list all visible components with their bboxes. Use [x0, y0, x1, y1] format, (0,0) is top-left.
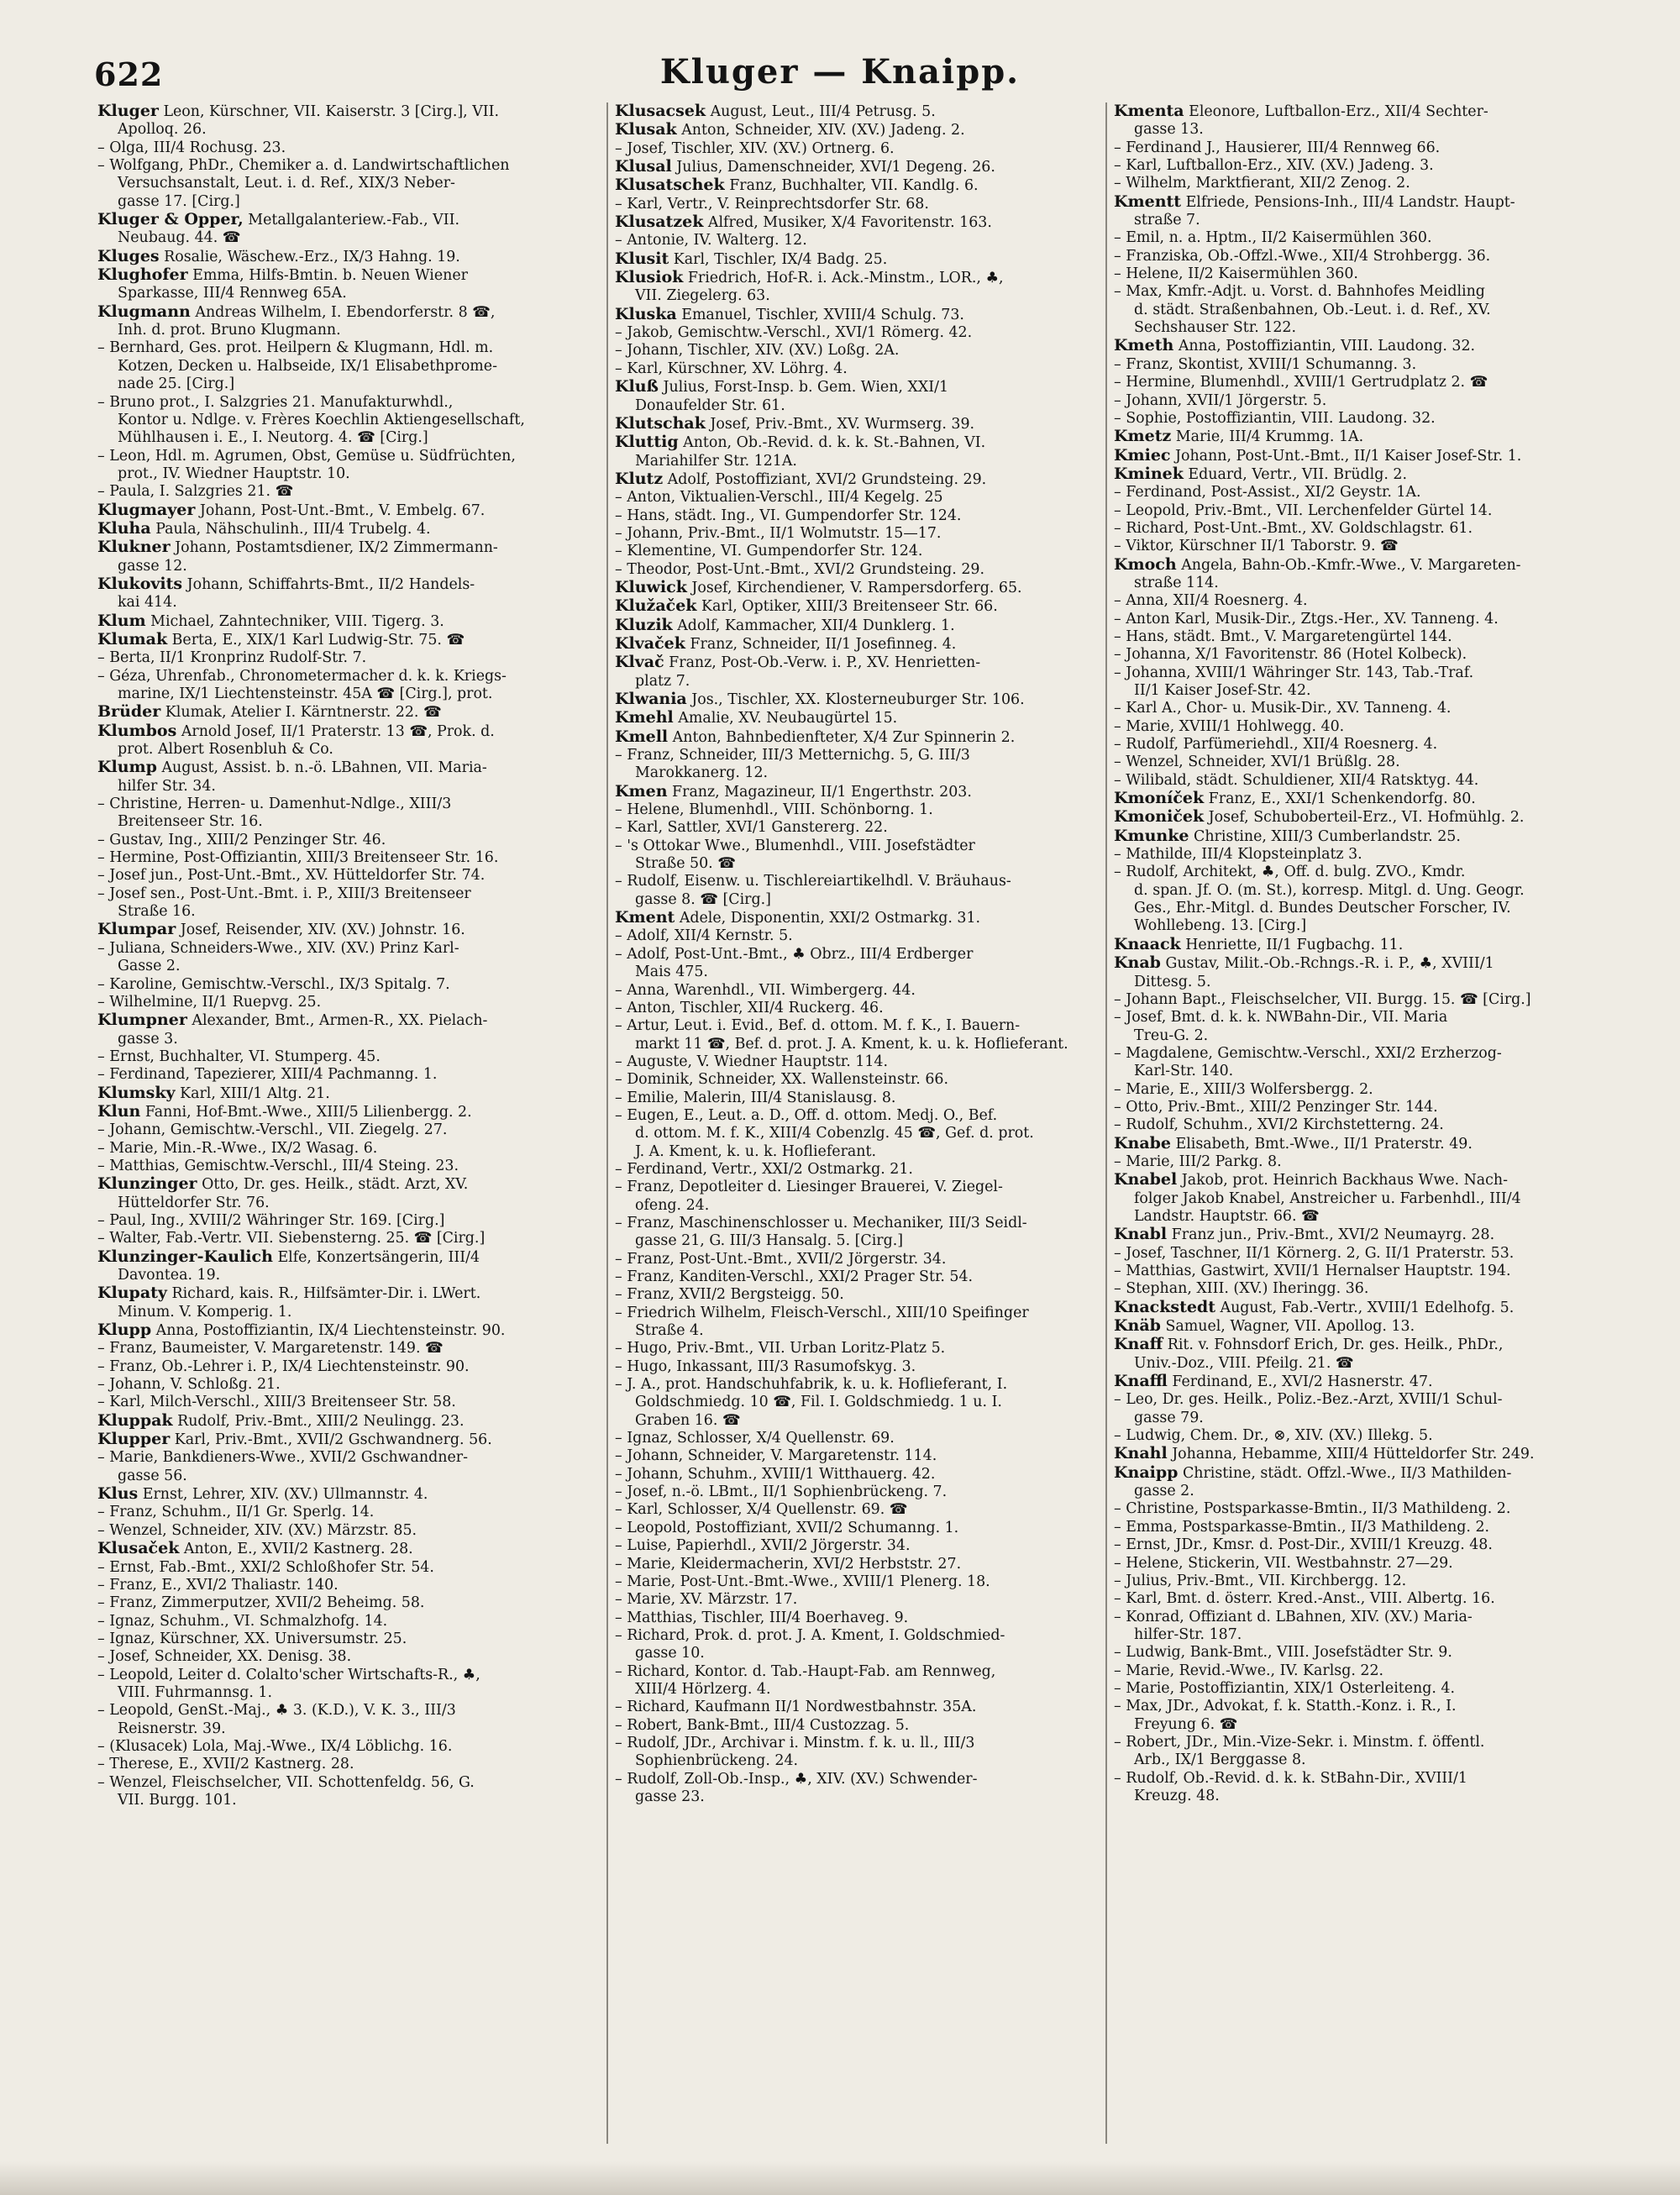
- directory-entry-line: Kmoniček Josef, Schuboberteil-Erz., VI. Hofmühlg. 2.: [1114, 808, 1525, 827]
- directory-entry-line: Knaffl Ferdinand, E., XVI/2 Hasnerstr. 47.: [1114, 1373, 1433, 1391]
- directory-entry-line: – Leo, Dr. ges. Heilk., Poliz.-Bez.-Arzt, XVIII/1 Schul-: [1114, 1391, 1503, 1409]
- directory-entry-line: Klužaček Karl, Optiker, XIII/3 Breitenseer Str. 66.: [615, 597, 998, 616]
- directory-entry-line: – Josef sen., Post-Unt.-Bmt. i. P., XIII/3 Breitenseer: [97, 885, 471, 902]
- directory-entry-line: Klumak Berta, E., XIX/1 Karl Ludwig-Str. 75. ☎: [97, 630, 465, 649]
- directory-entry-line: – Mathilde, III/4 Klopsteinplatz 3.: [1114, 846, 1362, 864]
- directory-entry-line: – Rudolf, Eisenw. u. Tischlereiartikelhdl. V. Bräuhaus-: [615, 873, 1011, 890]
- directory-entry-line: Klukovits Johann, Schiffahrts-Bmt., II/2 Handels-: [97, 575, 475, 593]
- directory-entry-line: – Johann, Schuhm., XVIII/1 Witthauerg. 42.: [615, 1465, 936, 1483]
- directory-entry-line: kai 414.: [118, 594, 177, 612]
- directory-entry-line: – Géza, Uhrenfab., Chronometermacher d. k. k. Kriegs-: [97, 667, 507, 685]
- directory-entry-line: – Karl, Sattler, XVI/1 Ganstererg. 22.: [615, 819, 888, 837]
- directory-entry-line: – Jakob, Gemischtw.-Verschl., XVI/1 Römerg. 42.: [615, 324, 973, 342]
- directory-entry-line: – Emilie, Malerin, III/4 Stanislausg. 8.: [615, 1089, 896, 1106]
- directory-entry-line: – Konrad, Offiziant d. LBahnen, XIV. (XV.) Maria-: [1114, 1608, 1473, 1625]
- directory-entry-line: Kmehl Amalie, XV. Neubaugürtel 15.: [615, 709, 898, 727]
- directory-entry-line: – Johann Bapt., Fleischselcher, VII. Burgg. 15. ☎ [Cirg.]: [1114, 990, 1531, 1008]
- directory-entry-line: VII. Burgg. 101.: [118, 1791, 237, 1809]
- directory-entry-line: – 's Ottokar Wwe., Blumenhdl., VIII. Josefstädter: [615, 837, 975, 854]
- directory-entry-line: Klumbos Arnold Josef, II/1 Praterstr. 13 ☎, Prok. d.: [97, 722, 495, 740]
- directory-entry-line: – Marie, Postoffiziantin, XIX/1 Osterleiteng. 4.: [1114, 1679, 1456, 1697]
- directory-entry-line: – Ignaz, Schlosser, X/4 Quellenstr. 69.: [615, 1430, 895, 1447]
- directory-entry-line: Graben 16. ☎: [635, 1411, 741, 1429]
- directory-entry-line: Freyung 6. ☎: [1134, 1715, 1238, 1733]
- directory-entry-line: folger Jakob Knabel, Anstreicher u. Farbenhdl., III/4: [1134, 1189, 1521, 1207]
- directory-entry-line: – Franz, E., XVI/2 Thaliastr. 140.: [97, 1576, 339, 1594]
- directory-entry-line: Klunzinger Otto, Dr. ges. Heilk., städt. Arzt, XV.: [97, 1175, 469, 1194]
- directory-entry-line: – Emma, Postsparkasse-Bmtin., II/3 Mathildeng. 2.: [1114, 1518, 1490, 1536]
- directory-entry-line: Brüder Klumak, Atelier I. Kärntnerstr. 22. ☎: [97, 703, 442, 722]
- directory-entry-line: – Matthias, Tischler, III/4 Boerhaveg. 9.: [615, 1609, 909, 1626]
- directory-entry-line: Goldschmiedg. 10 ☎, Fil. I. Goldschmiedg. 1 u. I.: [635, 1394, 1002, 1411]
- directory-entry-line: – Robert, JDr., Min.-Vize-Sekr. i. Minstm. f. öffentl.: [1114, 1733, 1485, 1751]
- directory-entry-line: prot., IV. Wiedner Hauptstr. 10.: [118, 465, 350, 482]
- directory-entry-line: – Therese, E., XVII/2 Kastnerg. 28.: [97, 1756, 354, 1773]
- directory-entry-line: – Johann, Tischler, XIV. (XV.) Loßg. 2A.: [615, 342, 900, 360]
- directory-entry-line: – Johann, XVII/1 Jörgerstr. 5.: [1114, 391, 1327, 409]
- directory-entry-line: – Karl, Luftballon-Erz., XIV. (XV.) Jadeng. 3.: [1114, 157, 1434, 175]
- directory-entry-line: Knab Gustav, Milit.-Ob.-Rchngs.-R. i. P., ♣, XVIII/1: [1114, 954, 1494, 973]
- directory-entry-line: Kmenta Eleonore, Luftballon-Erz., XII/4 Sechter-: [1114, 102, 1488, 120]
- directory-entry-line: – Auguste, V. Wiedner Hauptstr. 114.: [615, 1053, 888, 1070]
- directory-entry-line: Kmeth Anna, Postoffiziantin, VIII. Laudong. 32.: [1114, 337, 1476, 355]
- directory-entry-line: – Hans, städt. Ing., VI. Gumpendorfer Str. 124.: [615, 507, 962, 524]
- directory-entry-line: – Leopold, Postoffiziant, XVII/2 Schumanng. 1.: [615, 1519, 959, 1536]
- directory-entry-line: – Marie, III/2 Parkg. 8.: [1114, 1153, 1282, 1170]
- directory-entry-line: – Helene, II/2 Kaisermühlen 360.: [1114, 265, 1358, 283]
- directory-entry-line: Knaack Henriette, II/1 Fugbachg. 11.: [1114, 935, 1404, 953]
- directory-entry-line: – Hugo, Inkassant, III/3 Rasumofskyg. 3.: [615, 1357, 916, 1375]
- directory-entry-line: – Stephan, XIII. (XV.) Iheringg. 36.: [1114, 1280, 1369, 1298]
- directory-entry-line: – Helene, Stickerin, VII. Westbahnstr. 27—29.: [1114, 1554, 1453, 1572]
- directory-entry-line: – Wilhelm, Marktfierant, XII/2 Zenog. 2.: [1114, 175, 1410, 192]
- directory-entry-line: – Josef, Taschner, II/1 Körnerg. 2, G. II/1 Praterstr. 53.: [1114, 1244, 1515, 1262]
- directory-entry-line: – Emil, n. a. Hptm., II/2 Kaisermühlen 360.: [1114, 229, 1432, 247]
- directory-entry-line: – Ernst, Fab.-Bmt., XXI/2 Schloßhofer Str. 54.: [97, 1558, 434, 1576]
- directory-entry-line: – Wenzel, Fleischselcher, VII. Schottenfeldg. 56, G.: [97, 1773, 475, 1791]
- directory-entry-line: – Franz, Zimmerputzer, XVII/2 Beheimg. 58.: [97, 1594, 425, 1612]
- directory-entry-line: Kluzik Adolf, Kammacher, XII/4 Dunklerg. 1.: [615, 616, 955, 634]
- directory-entry-line: Kmentt Elfriede, Pensions-Inh., III/4 Landstr. Haupt-: [1114, 192, 1515, 211]
- directory-entry-line: – Luise, Papierhdl., XVII/2 Jörgerstr. 34.: [615, 1537, 911, 1555]
- directory-entry-line: J. A. Kment, k. u. k. Hoflieferant.: [635, 1142, 876, 1160]
- directory-entry-line: – Magdalene, Gemischtw.-Verschl., XXI/2 Erzherzog-: [1114, 1044, 1502, 1062]
- directory-entry-line: Gasse 2.: [118, 958, 181, 975]
- page-number: 622: [94, 55, 164, 93]
- directory-entry-line: Klugmann Andreas Wilhelm, I. Ebendorferstr. 8 ☎,: [97, 302, 496, 321]
- directory-entry-line: – Rudolf, Parfümeriehdl., XII/4 Roesnerg. 4.: [1114, 736, 1438, 754]
- directory-entry-line: Knabl Franz jun., Priv.-Bmt., XVI/2 Neumayrg. 28.: [1114, 1226, 1495, 1244]
- directory-entry-line: – Ludwig, Bank-Bmt., VIII. Josefstädter Str. 9.: [1114, 1644, 1452, 1662]
- directory-entry-line: – Julius, Priv.-Bmt., VII. Kirchbergg. 12.: [1114, 1572, 1407, 1589]
- directory-entry-line: Klutz Adolf, Postoffiziant, XVI/2 Grundsteing. 29.: [615, 470, 987, 488]
- directory-entry-line: – Marie, Post-Unt.-Bmt.-Wwe., XVIII/1 Plenerg. 18.: [615, 1573, 990, 1590]
- directory-entry-line: – Franz, Maschinenschlosser u. Mechaniker, III/3 Seidl-: [615, 1214, 1027, 1231]
- directory-entry-line: – Klementine, VI. Gumpendorfer Str. 124.: [615, 543, 923, 560]
- directory-entry-line: Kluppak Rudolf, Priv.-Bmt., XIII/2 Neulingg. 23.: [97, 1411, 465, 1430]
- directory-entry-line: – Viktor, Kürschner II/1 Taborstr. 9. ☎: [1114, 538, 1399, 555]
- directory-entry-line: – Ludwig, Chem. Dr., ⊗, XIV. (XV.) Illekg. 5.: [1114, 1427, 1433, 1445]
- directory-entry-line: Klvač Franz, Post-Ob.-Verw. i. P., XV. Henrietten-: [615, 654, 981, 672]
- directory-entry-line: Minum. V. Komperig. 1.: [118, 1303, 292, 1321]
- directory-entry-line: – Marie, E., XIII/3 Wolfersbergg. 2.: [1114, 1080, 1373, 1098]
- directory-entry-line: – Christine, Herren- u. Damenhut-Ndlge., XIII/3: [97, 796, 452, 813]
- directory-entry-line: – Wilhelmine, II/1 Ruepvg. 25.: [97, 993, 322, 1011]
- directory-entry-line: Mariahilfer Str. 121A.: [635, 452, 797, 470]
- directory-entry-line: gasse 10.: [635, 1645, 705, 1662]
- directory-entry-line: gasse 8. ☎ [Cirg.]: [635, 890, 771, 908]
- directory-entry-line: – Franziska, Ob.-Offzl.-Wwe., XII/4 Strohbergg. 36.: [1114, 247, 1491, 265]
- directory-entry-line: Kontor u. Ndlge. v. Frères Koechlin Aktiengesellschaft,: [118, 411, 525, 428]
- directory-entry-line: – Walter, Fab.-Vertr. VII. Siebensterng. 25. ☎ [Cirg.]: [97, 1230, 486, 1247]
- directory-entry-line: – Max, JDr., Advokat, f. k. Statth.-Konz. i. R., I.: [1114, 1698, 1457, 1715]
- directory-entry-line: Klusal Julius, Damenschneider, XVI/1 Degeng. 26.: [615, 158, 995, 176]
- directory-entry-line: gasse 2.: [1134, 1483, 1194, 1500]
- directory-entry-line: platz 7.: [635, 672, 690, 690]
- directory-entry-line: – Christine, Postsparkasse-Bmtin., II/3 Mathildeng. 2.: [1114, 1500, 1511, 1518]
- directory-entry-line: Kluger & Opper, Metallgalanteriew.-Fab., VII.: [97, 211, 459, 229]
- directory-entry-line: – Karl, Schlosser, X/4 Quellenstr. 69. ☎: [615, 1501, 908, 1519]
- directory-entry-line: – Leon, Hdl. m. Agrumen, Obst, Gemüse u. Südfrüchten,: [97, 447, 516, 465]
- directory-entry-line: – Anna, Warenhdl., VII. Wimbergerg. 44.: [615, 981, 916, 999]
- column-rule: [606, 102, 608, 2144]
- directory-entry-line: Klusatzek Alfred, Musiker, X/4 Favoritenstr. 163.: [615, 213, 992, 232]
- directory-entry-line: – Marie, XV. Märzstr. 17.: [615, 1591, 798, 1609]
- directory-entry-line: Klupp Anna, Postoffiziantin, IX/4 Liechtensteinstr. 90.: [97, 1321, 506, 1340]
- directory-entry-line: Kluha Paula, Nähschulinh., III/4 Trubelg. 4.: [97, 519, 431, 538]
- directory-entry-line: Klun Fanni, Hof-Bmt.-Wwe., XIII/5 Lilienbergg. 2.: [97, 1102, 472, 1121]
- directory-entry-line: – Franz, Schneider, III/3 Metternichg. 5, G. III/3: [615, 747, 970, 764]
- directory-entry-line: – Antonie, IV. Walterg. 12.: [615, 232, 807, 249]
- directory-entry-line: – Leopold, Leiter d. Colalto'scher Wirtschafts-R., ♣,: [97, 1666, 480, 1683]
- directory-entry-line: gasse 17. [Cirg.]: [118, 192, 240, 210]
- directory-entry-line: – Leopold, GenSt.-Maj., ♣ 3. (K.D.), V. K. 3., III/3: [97, 1702, 456, 1720]
- directory-entry-line: – Robert, Bank-Bmt., III/4 Custozzag. 5.: [615, 1716, 910, 1734]
- directory-entry-line: – Helene, Blumenhdl., VIII. Schönborng. 1.: [615, 801, 933, 819]
- directory-entry-line: markt 11 ☎, Bef. d. prot. J. A. Kment, k. u. k. Hoflieferant.: [635, 1035, 1068, 1053]
- directory-entry-line: – Richard, Post-Unt.-Bmt., XV. Goldschlagstr. 61.: [1114, 519, 1473, 537]
- directory-entry-line: Kmetz Marie, III/4 Krummg. 1A.: [1114, 428, 1364, 446]
- directory-entry-line: – Gustav, Ing., XIII/2 Penzinger Str. 46.: [97, 831, 386, 848]
- directory-entry-line: Knahl Johanna, Hebamme, XIII/4 Hütteldorfer Str. 249.: [1114, 1445, 1535, 1463]
- directory-entry-line: d. ottom. M. f. K., XIII/4 Cobenzlg. 45 ☎, Gef. d. prot.: [635, 1125, 1034, 1142]
- directory-entry-line: – Paula, I. Salzgries 21. ☎: [97, 483, 294, 501]
- directory-entry-line: Klusiok Friedrich, Hof-R. i. Ack.-Minstm., LOR., ♣,: [615, 269, 1004, 287]
- directory-entry-line: – Karl A., Chor- u. Musik-Dir., XV. Tanneng. 4.: [1114, 700, 1452, 717]
- directory-entry-line: straße 114.: [1134, 574, 1219, 591]
- directory-entry-line: – Bernhard, Ges. prot. Heilpern & Klugmann, Hdl. m.: [97, 339, 494, 357]
- directory-entry-line: Knabe Elisabeth, Bmt.-Wwe., II/1 Praterstr. 49.: [1114, 1134, 1473, 1153]
- directory-entry-line: Straße 50. ☎: [635, 855, 736, 873]
- directory-entry-line: – Rudolf, Schuhm., XVI/2 Kirchstetterng. 24.: [1114, 1116, 1444, 1134]
- directory-entry-line: – Ernst, JDr., Kmsr. d. Post-Dir., XVIII/1 Kreuzg. 48.: [1114, 1536, 1493, 1554]
- directory-entry-line: – Ernst, Buchhalter, VI. Stumperg. 45.: [97, 1048, 381, 1065]
- directory-entry-line: Klupper Karl, Priv.-Bmt., XVII/2 Gschwandnerg. 56.: [97, 1431, 492, 1449]
- directory-entry-line: – Josef jun., Post-Unt.-Bmt., XV. Hütteldorfer Str. 74.: [97, 867, 486, 885]
- directory-entry-line: – Matthias, Gastwirt, XVII/1 Hernalser Hauptstr. 194.: [1114, 1263, 1511, 1279]
- directory-entry-line: – Leopold, Priv.-Bmt., VII. Lerchenfelder Gürtel 14.: [1114, 501, 1493, 519]
- directory-entry-line: – Marie, XVIII/1 Hohlwegg. 40.: [1114, 717, 1345, 735]
- directory-entry-line: Neubaug. 44. ☎: [118, 229, 241, 247]
- directory-entry-line: – Karl, Vertr., V. Reinprechtsdorfer Str. 68.: [615, 195, 929, 213]
- directory-entry-line: – J. A., prot. Handschuhfabrik, k. u. k. Hoflieferant, I.: [615, 1376, 1008, 1394]
- page-edge-shadow: [0, 2161, 1680, 2195]
- directory-entry-line: Kmiec Johann, Post-Unt.-Bmt., II/1 Kaiser Josef-Str. 1.: [1114, 446, 1522, 465]
- directory-entry-line: Klutschak Josef, Priv.-Bmt., XV. Wurmserg. 39.: [615, 414, 975, 433]
- directory-entry-line: Straße 16.: [118, 903, 196, 921]
- directory-entry-line: – Ignaz, Schuhm., VI. Schmalzhofg. 14.: [97, 1612, 388, 1630]
- directory-entry-line: – Otto, Priv.-Bmt., XIII/2 Penzinger Str. 144.: [1114, 1098, 1438, 1116]
- directory-entry-line: – Marie, Bankdieners-Wwe., XVII/2 Gschwandner-: [97, 1449, 468, 1467]
- directory-entry-line: Klugmayer Johann, Post-Unt.-Bmt., V. Embelg. 67.: [97, 501, 486, 519]
- directory-entry-line: Kmoch Angela, Bahn-Ob.-Kmfr.-Wwe., V. Margareten-: [1114, 555, 1521, 574]
- directory-entry-line: – Ferdinand, Vertr., XXI/2 Ostmarkg. 21.: [615, 1160, 913, 1178]
- directory-column-3: [1114, 102, 1613, 2152]
- directory-entry-line: – Richard, Prok. d. prot. J. A. Kment, I. Goldschmied-: [615, 1626, 1005, 1644]
- directory-entry-line: gasse 13.: [1134, 121, 1204, 139]
- directory-entry-line: Klusacsek August, Leut., III/4 Petrusg. 5.: [615, 102, 936, 120]
- directory-entry-line: Hütteldorfer Str. 76.: [118, 1194, 270, 1211]
- directory-entry-line: – Josef, Schneider, XX. Denisg. 38.: [97, 1648, 352, 1666]
- directory-entry-line: – Hugo, Priv.-Bmt., VII. Urban Loritz-Platz 5.: [615, 1340, 946, 1357]
- directory-entry-line: – Karl, Milch-Verschl., XIII/3 Breitenseer Str. 58.: [97, 1394, 456, 1411]
- directory-entry-line: – Berta, II/1 Kronprinz Rudolf-Str. 7.: [97, 649, 367, 667]
- directory-entry-line: Kreuzg. 48.: [1134, 1787, 1220, 1804]
- directory-entry-line: Klump August, Assist. b. n.-ö. LBahnen, VII. Maria-: [97, 759, 487, 777]
- directory-entry-line: – Franz, Kanditen-Verschl., XXI/2 Prager Str. 54.: [615, 1268, 974, 1285]
- directory-entry-line: – Richard, Kaufmann II/1 Nordwestbahnstr. 35A.: [615, 1699, 977, 1716]
- directory-entry-line: – Johann, Schneider, V. Margaretenstr. 114.: [615, 1447, 937, 1465]
- directory-entry-line: Klusit Karl, Tischler, IX/4 Badg. 25.: [615, 249, 888, 268]
- directory-entry-line: – Hans, städt. Bmt., V. Margaretengürtel 144.: [1114, 628, 1452, 645]
- directory-entry-line: – Richard, Kontor. d. Tab.-Haupt-Fab. am Rennweg,: [615, 1662, 996, 1680]
- directory-entry-line: Knackstedt August, Fab.-Vertr., XVIII/1 Edelhofg. 5.: [1114, 1298, 1515, 1316]
- directory-entry-line: – Ferdinand J., Hausierer, III/4 Rennweg 66.: [1114, 139, 1441, 156]
- directory-entry-line: gasse 12.: [118, 557, 187, 575]
- directory-entry-line: gasse 79.: [1134, 1409, 1204, 1426]
- directory-entry-line: – Adolf, Post-Unt.-Bmt., ♣ Obrz., III/4 Erdberger: [615, 945, 974, 963]
- directory-entry-line: – Karl, Bmt. d. österr. Kred.-Anst., VIII. Albertg. 16.: [1114, 1590, 1495, 1608]
- directory-entry-line: Straße 4.: [635, 1322, 704, 1340]
- directory-entry-line: d. span. Jf. O. (m. St.), korresp. Mitgl. d. Ung. Geogr.: [1134, 881, 1525, 899]
- directory-entry-line: Kluwick Josef, Kirchendiener, V. Rampersdorferg. 65.: [615, 578, 1022, 596]
- directory-entry-line: Klughofer Emma, Hilfs-Bmtin. b. Neuen Wiener: [97, 266, 468, 285]
- directory-entry-line: – Josef, n.-ö. LBmt., II/1 Sophienbrückeng. 7.: [615, 1483, 948, 1501]
- directory-entry-line: – Marie, Kleidermacherin, XVI/2 Herbststr. 27.: [615, 1555, 962, 1573]
- directory-entry-line: – Josef, Tischler, XIV. (XV.) Ortnerg. 6.: [615, 139, 895, 157]
- directory-entry-line: Marokkanerg. 12.: [635, 764, 769, 782]
- directory-entry-line: – Franz, Skontist, XVIII/1 Schumanng. 3.: [1114, 355, 1417, 373]
- directory-entry-line: Kluttig Anton, Ob.-Revid. d. k. k. St.-Bahnen, VI.: [615, 433, 986, 452]
- directory-entry-line: Sparkasse, III/4 Rennweg 65A.: [118, 285, 347, 302]
- directory-entry-line: Klwania Jos., Tischler, XX. Klosterneuburger Str. 106.: [615, 691, 1025, 708]
- directory-entry-line: – Anna, XII/4 Roesnerg. 4.: [1114, 592, 1308, 610]
- directory-entry-line: gasse 56.: [118, 1467, 187, 1484]
- directory-entry-line: VII. Ziegelerg. 63.: [635, 287, 770, 305]
- directory-entry-line: Univ.-Doz., VIII. Pfeilg. 21. ☎: [1134, 1354, 1354, 1372]
- directory-entry-line: Klus Ernst, Lehrer, XIV. (XV.) Ullmannstr. 4.: [97, 1485, 428, 1504]
- directory-entry-line: Klum Michael, Zahntechniker, VIII. Tigerg. 3.: [97, 612, 444, 630]
- directory-entry-line: – Franz, Schuhm., II/1 Gr. Sperlg. 14.: [97, 1504, 375, 1521]
- directory-entry-line: Kminek Eduard, Vertr., VII. Brüdlg. 2.: [1114, 465, 1407, 483]
- directory-entry-line: – Wolfgang, PhDr., Chemiker a. d. Landwirtschaftlichen: [97, 157, 510, 175]
- directory-entry-line: Klumpar Josef, Reisender, XIV. (XV.) Johnstr. 16.: [97, 921, 465, 939]
- directory-entry-line: – Max, Kmfr.-Adjt. u. Vorst. d. Bahnhofes Meidling: [1114, 283, 1485, 301]
- directory-entry-line: Ges., Ehr.-Mitgl. d. Bundes Deutscher Forscher, IV.: [1134, 900, 1511, 917]
- directory-entry-line: Wohllebeng. 13. [Cirg.]: [1134, 917, 1307, 935]
- directory-entry-line: – Wilibald, städt. Schuldiener, XII/4 Ratsktyg. 44.: [1114, 771, 1479, 789]
- directory-entry-line: – Anton, Tischler, XII/4 Ruckerg. 46.: [615, 999, 884, 1016]
- directory-entry-line: – Karoline, Gemischtw.-Verschl., IX/3 Spitalg. 7.: [97, 975, 450, 993]
- directory-entry-line: – Paul, Ing., XVIII/2 Währinger Str. 169. [Cirg.]: [97, 1211, 445, 1229]
- directory-entry-line: gasse 21, G. III/3 Hansalg. 5. [Cirg.]: [635, 1232, 904, 1250]
- directory-entry-line: – Johann, Priv.-Bmt., II/1 Wolmutstr. 15—17.: [615, 524, 942, 542]
- directory-entry-line: Klupaty Richard, kais. R., Hilfsämter-Dir. i. LWert.: [97, 1284, 481, 1303]
- directory-entry-line: – Josef, Bmt. d. k. k. NWBahn-Dir., VII. Maria: [1114, 1009, 1448, 1027]
- directory-entry-line: – Anton, Viktualien-Verschl., III/4 Kegelg. 25: [615, 489, 943, 507]
- directory-entry-line: Kmunke Christine, XIII/3 Cumberlandstr. 25.: [1114, 827, 1461, 845]
- directory-entry-line: Kluß Julius, Forst-Insp. b. Gem. Wien, XXI/1: [615, 378, 949, 396]
- directory-entry-line: Klunzinger-Kaulich Elfe, Konzertsängerin, III/4: [97, 1247, 480, 1266]
- directory-entry-line: – Sophie, Postoffiziantin, VIII. Laudong. 32.: [1114, 409, 1436, 427]
- directory-entry-line: – Rudolf, Zoll-Ob.-Insp., ♣, XIV. (XV.) Schwender-: [615, 1770, 978, 1788]
- directory-entry-line: Mais 475.: [635, 964, 708, 981]
- directory-entry-line: d. städt. Straßenbahnen, Ob.-Leut. i. d. Ref., XV.: [1134, 301, 1491, 318]
- directory-entry-line: Treu-G. 2.: [1134, 1027, 1209, 1044]
- directory-entry-line: II/1 Kaiser Josef-Str. 42.: [1134, 682, 1311, 699]
- directory-entry-line: Mühlhausen i. E., I. Neutorg. 4. ☎ [Cirg.]: [118, 429, 428, 447]
- directory-entry-line: Kluger Leon, Kürschner, VII. Kaiserstr. 3 [Cirg.], VII.: [97, 102, 500, 120]
- directory-entry-line: – Franz, XVII/2 Bergsteigg. 50.: [615, 1286, 844, 1304]
- directory-entry-line: Inh. d. prot. Bruno Klugmann.: [118, 322, 341, 339]
- directory-entry-line: hilfer Str. 34.: [118, 777, 216, 795]
- directory-entry-line: gasse 3.: [118, 1030, 178, 1048]
- directory-entry-line: – Wenzel, Schneider, XVI/1 Brüßlg. 28.: [1114, 754, 1400, 771]
- directory-entry-line: – Anton Karl, Musik-Dir., Ztgs.-Her., XV. Tanneng. 4.: [1114, 610, 1499, 628]
- directory-entry-line: Knaipp Christine, städt. Offzl.-Wwe., II/3 Mathilden-: [1114, 1463, 1512, 1482]
- directory-entry-line: straße 7.: [1134, 212, 1200, 229]
- directory-entry-line: Sophienbrückeng. 24.: [635, 1752, 799, 1770]
- directory-column-2: [615, 102, 1102, 2152]
- directory-entry-line: – Franz, Post-Unt.-Bmt., XVII/2 Jörgerstr. 34.: [615, 1250, 947, 1268]
- directory-entry-line: Davontea. 19.: [118, 1267, 221, 1284]
- directory-entry-line: – Marie, Revid.-Wwe., IV. Karlsg. 22.: [1114, 1662, 1384, 1679]
- directory-entry-line: Klusaček Anton, E., XVII/2 Kastnerg. 28.: [97, 1540, 413, 1558]
- directory-entry-line: – Rudolf, Ob.-Revid. d. k. k. StBahn-Dir., XVIII/1: [1114, 1769, 1467, 1787]
- directory-entry-line: nade 25. [Cirg.]: [118, 375, 235, 393]
- directory-entry-line: Knäb Samuel, Wagner, VII. Apollog. 13.: [1114, 1317, 1415, 1336]
- directory-entry-line: – Artur, Leut. i. Evid., Bef. d. ottom. M. f. K., I. Bauern-: [615, 1017, 1021, 1035]
- directory-entry-line: Donaufelder Str. 61.: [635, 396, 785, 414]
- directory-entry-line: Apolloq. 26.: [118, 121, 207, 139]
- directory-entry-line: Sechshauser Str. 122.: [1134, 319, 1296, 337]
- directory-entry-line: – Wenzel, Schneider, XIV. (XV.) Märzstr. 85.: [97, 1521, 417, 1539]
- directory-entry-line: Kotzen, Decken u. Halbseide, IX/1 Elisabethprome-: [118, 357, 497, 375]
- directory-entry-line: Kmoníček Franz, E., XXI/1 Schenkendorfg. 80.: [1114, 790, 1476, 808]
- directory-entry-line: gasse 23.: [635, 1788, 705, 1805]
- column-rule: [1105, 102, 1107, 2144]
- directory-entry-line: – Friedrich Wilhelm, Fleisch-Verschl., XIII/10 Speifinger: [615, 1304, 1029, 1321]
- directory-entry-line: Klumsky Karl, XIII/1 Altg. 21.: [97, 1084, 330, 1102]
- directory-entry-line: – Ferdinand, Tapezierer, XIII/4 Pachmanng. 1.: [97, 1066, 438, 1084]
- directory-entry-line: – Matthias, Gemischtw.-Verschl., III/4 Steing. 23.: [97, 1157, 459, 1174]
- directory-entry-line: prot. Albert Rosenbluh & Co.: [118, 741, 333, 759]
- directory-entry-line: Kluges Rosalie, Wäschew.-Erz., IX/3 Hahng. 19.: [97, 247, 460, 265]
- directory-entry-line: Reisnerstr. 39.: [118, 1720, 226, 1737]
- directory-entry-line: – Theodor, Post-Unt.-Bmt., XVI/2 Grundsteing. 29.: [615, 560, 985, 578]
- directory-entry-line: – Eugen, E., Leut. a. D., Off. d. ottom. Medj. O., Bef.: [615, 1106, 998, 1124]
- directory-entry-line: – Olga, III/4 Rochusg. 23.: [97, 139, 286, 156]
- directory-entry-line: Kment Adele, Disponentin, XXI/2 Ostmarkg. 31.: [615, 909, 981, 927]
- directory-entry-line: – Adolf, XII/4 Kernstr. 5.: [615, 927, 793, 945]
- directory-entry-line: Landstr. Hauptstr. 66. ☎: [1134, 1207, 1320, 1225]
- directory-entry-line: – Dominik, Schneider, XX. Wallensteinstr. 66.: [615, 1071, 948, 1089]
- directory-entry-line: Klusatschek Franz, Buchhalter, VII. Kandlg. 6.: [615, 176, 979, 195]
- directory-entry-line: – Ignaz, Kürschner, XX. Universumstr. 25.: [97, 1630, 407, 1647]
- directory-entry-line: – Marie, Min.-R.-Wwe., IX/2 Wasag. 6.: [97, 1139, 378, 1157]
- directory-entry-line: marine, IX/1 Liechtensteinstr. 45A ☎ [Cirg.], prot.: [118, 685, 493, 702]
- directory-entry-line: – Karl, Kürschner, XV. Löhrg. 4.: [615, 360, 848, 377]
- directory-entry-line: – Ferdinand, Post-Assist., XI/2 Geystr. 1A.: [1114, 484, 1421, 501]
- running-head: Kluger — Knaipp.: [659, 52, 1021, 92]
- directory-entry-line: Arb., IX/1 Berggasse 8.: [1134, 1751, 1306, 1769]
- directory-column-1: [97, 102, 601, 2152]
- directory-entry-line: Kmell Anton, Bahnbedienfteter, X/4 Zur Spinnerin 2.: [615, 727, 1016, 746]
- directory-entry-line: – Rudolf, Architekt, ♣, Off. d. bulg. ZVO., Kmdr.: [1114, 864, 1466, 881]
- directory-entry-line: – Hermine, Post-Offiziantin, XIII/3 Breitenseer Str. 16.: [97, 849, 499, 867]
- directory-entry-line: VIII. Fuhrmannsg. 1.: [118, 1683, 272, 1701]
- directory-entry-line: Karl-Str. 140.: [1134, 1063, 1234, 1080]
- directory-entry-line: hilfer-Str. 187.: [1134, 1625, 1242, 1643]
- directory-entry-line: – Hermine, Blumenhdl., XVIII/1 Gertrudplatz 2. ☎: [1114, 374, 1488, 391]
- directory-entry-line: Klusak Anton, Schneider, XIV. (XV.) Jadeng. 2.: [615, 121, 965, 139]
- directory-entry-line: Versuchsanstalt, Leut. i. d. Ref., XIX/3 Neber-: [118, 175, 455, 192]
- directory-entry-line: Kmen Franz, Magazineur, II/1 Engerthstr. 203.: [615, 782, 972, 801]
- directory-entry-line: Dittesg. 5.: [1134, 973, 1211, 990]
- directory-entry-line: – Franz, Depotleiter d. Liesinger Brauerei, V. Ziegel-: [615, 1179, 1003, 1196]
- directory-entry-line: – Franz, Baumeister, V. Margaretenstr. 149. ☎: [97, 1340, 444, 1357]
- directory-entry-line: – Bruno prot., I. Salzgries 21. Manufakturwhdl.,: [97, 393, 454, 411]
- directory-entry-line: – Franz, Ob.-Lehrer i. P., IX/4 Liechtensteinstr. 90.: [97, 1357, 470, 1375]
- directory-entry-line: – Johanna, XVIII/1 Währinger Str. 143, Tab.-Traf.: [1114, 664, 1474, 681]
- directory-entry-line: – Rudolf, JDr., Archivar i. Minstm. f. k. u. ll., III/3: [615, 1734, 975, 1751]
- directory-entry-line: – Johanna, X/1 Favoritenstr. 86 (Hotel Kolbeck).: [1114, 646, 1467, 664]
- directory-entry-line: Knaff Rit. v. Fohnsdorf Erich, Dr. ges. Heilk., PhDr.,: [1114, 1336, 1504, 1354]
- directory-entry-line: Breitenseer Str. 16.: [118, 813, 263, 831]
- directory-entry-line: – (Klusacek) Lola, Maj.-Wwe., IX/4 Löblichg. 16.: [97, 1737, 453, 1755]
- directory-entry-line: – Johann, Gemischtw.-Verschl., VII. Ziegelg. 27.: [97, 1121, 448, 1139]
- directory-entry-line: Klukner Johann, Postamtsdiener, IX/2 Zimmermann-: [97, 538, 498, 557]
- directory-entry-line: Knabel Jakob, prot. Heinrich Backhaus Wwe. Nach-: [1114, 1171, 1508, 1189]
- directory-entry-line: ofeng. 24.: [635, 1196, 710, 1214]
- directory-entry-line: XIII/4 Hörlzerg. 4.: [635, 1680, 771, 1698]
- directory-entry-line: – Johann, V. Schloßg. 21.: [97, 1376, 281, 1394]
- directory-entry-line: Klumpner Alexander, Bmt., Armen-R., XX. Pielach-: [97, 1011, 488, 1030]
- directory-entry-line: Klvaček Franz, Schneider, II/1 Josefinneg. 4.: [615, 634, 957, 653]
- directory-entry-line: Kluska Emanuel, Tischler, XVIII/4 Schulg. 73.: [615, 305, 964, 323]
- directory-entry-line: – Juliana, Schneiders-Wwe., XIV. (XV.) Prinz Karl-: [97, 939, 459, 957]
